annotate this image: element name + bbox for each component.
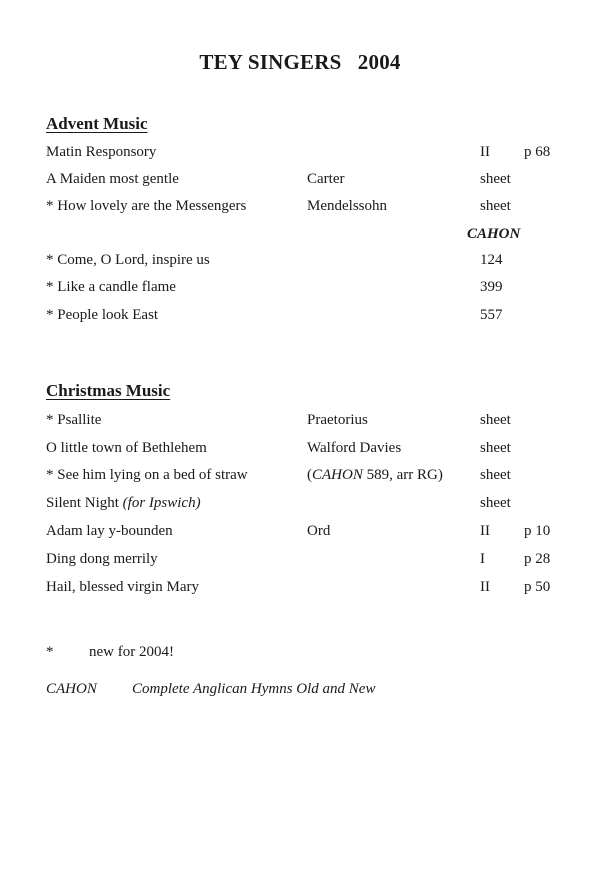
piece-title: * How lovely are the Messengers <box>46 198 247 214</box>
footnote-asterisk: * <box>46 644 54 660</box>
composer: (CAHON 589, arr RG) <box>307 467 443 483</box>
source: sheet <box>480 171 511 187</box>
table-row <box>0 252 600 274</box>
page-ref: p 50 <box>524 579 551 595</box>
table-row <box>0 495 600 517</box>
source: sheet <box>480 440 511 456</box>
piece-title: * Psallite <box>46 412 102 428</box>
source: II <box>480 579 490 595</box>
table-row <box>0 579 600 601</box>
table-row <box>0 198 600 220</box>
page-ref: p 28 <box>524 551 551 567</box>
piece-title: Matin Responsory <box>46 144 157 160</box>
table-row <box>0 523 600 545</box>
piece-title: Hail, blessed virgin Mary <box>46 579 200 595</box>
piece-title: * See him lying on a bed of straw <box>46 467 248 483</box>
table-row <box>0 440 600 462</box>
christmas-heading: Christmas Music <box>46 381 171 400</box>
source: sheet <box>480 412 511 428</box>
source: sheet <box>480 467 511 483</box>
cahon-expansion: Complete Anglican Hymns Old and New <box>132 681 376 697</box>
table-row <box>0 467 600 489</box>
page-title: TEY SINGERS 2004 <box>199 50 401 74</box>
cahon-abbreviation: CAHON <box>46 681 97 697</box>
cahon-column-label: CAHON <box>467 226 521 242</box>
piece-title: Adam lay y-bounden <box>46 523 173 539</box>
hymn-title: * People look East <box>46 307 159 323</box>
source: sheet <box>480 495 511 511</box>
composer: Carter <box>307 171 345 187</box>
hymn-number: 557 <box>480 307 503 323</box>
advent-heading: Advent Music <box>46 114 148 133</box>
table-row <box>0 551 600 573</box>
piece-title: Silent Night (for Ipswich) <box>46 495 201 511</box>
composer: Praetorius <box>307 412 368 428</box>
hymn-title: * Like a candle flame <box>46 279 176 295</box>
hymn-number: 124 <box>480 252 503 268</box>
composer: Ord <box>307 523 331 539</box>
hymn-title: * Come, O Lord, inspire us <box>46 252 210 268</box>
composer: Walford Davies <box>307 440 402 456</box>
source: II <box>480 523 490 539</box>
source: sheet <box>480 198 511 214</box>
piece-title: O little town of Bethlehem <box>46 440 207 456</box>
piece-title: A Maiden most gentle <box>46 171 179 187</box>
table-row <box>0 144 600 166</box>
hymn-number: 399 <box>480 279 503 295</box>
table-row <box>0 171 600 193</box>
page-ref: p 10 <box>524 523 551 539</box>
source: I <box>480 551 485 567</box>
source: II <box>480 144 490 160</box>
composer: Mendelssohn <box>307 198 387 214</box>
table-row <box>0 279 600 301</box>
table-row <box>0 307 600 329</box>
table-row <box>0 412 600 434</box>
footnote-new-text: new for 2004! <box>89 644 174 660</box>
page-ref: p 68 <box>524 144 551 160</box>
piece-title: Ding dong merrily <box>46 551 158 567</box>
